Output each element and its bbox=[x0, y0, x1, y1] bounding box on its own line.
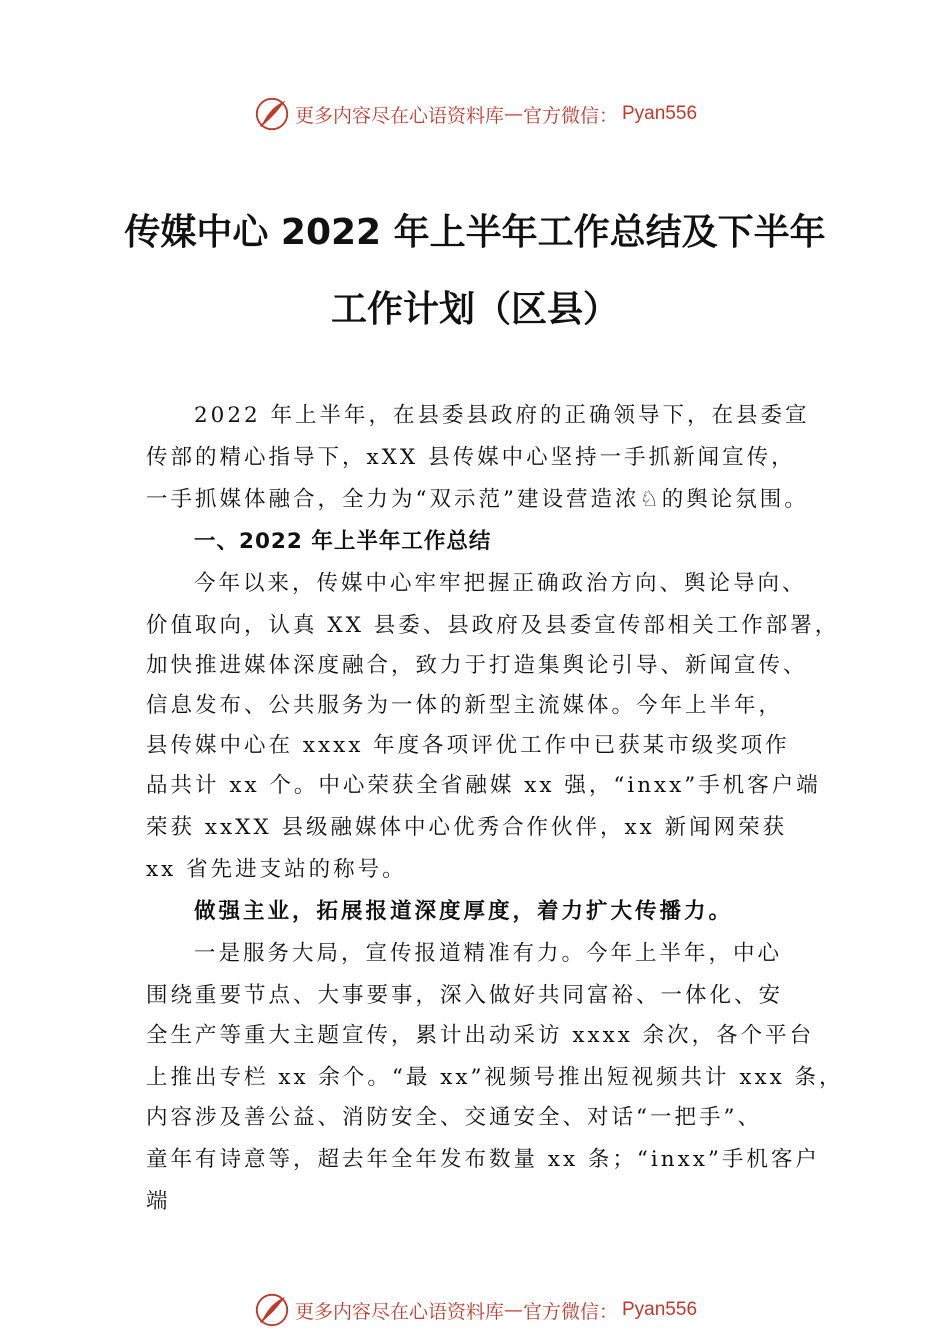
section-heading: 一、2022 年上半年工作总结 bbox=[194, 529, 492, 554]
section1-line: 今年以来，传媒中心牢牢把握正确政治方向、舆论导向、 bbox=[194, 571, 807, 596]
watermark-brand: 更多内容尽在心语资料库 bbox=[294, 1300, 504, 1323]
section1-line: 荣获 xxXX 县级融媒体中心优秀合作伙伴，xx 新闻网荣获 bbox=[146, 815, 788, 840]
document-title-line-2: 工作计划（区县） bbox=[330, 289, 619, 330]
section1-line: xx 省先进支站的称号。 bbox=[146, 857, 407, 882]
watermark-contact-label: 官方微信： bbox=[522, 104, 618, 127]
watermark-wechat-id: Pyan556 bbox=[622, 103, 698, 124]
section1-line: 加快推进媒体深度融合，致力于打造集舆论引导、新闻宣传、 bbox=[146, 653, 808, 678]
section1-line: 价值取向，认真 XX 县委、县政府及县委宣传部相关工作部署， bbox=[146, 613, 840, 638]
footer-watermark bbox=[0, 1290, 950, 1330]
point1-line: 端 bbox=[146, 1189, 171, 1214]
point1-line: 一是服务大局，宣传报道精准有力。今年上半年，中心 bbox=[194, 941, 783, 966]
section1-line: 品共计 xx 个。中心荣获全省融媒 xx 强，“inxx”手机客户端 bbox=[146, 773, 821, 798]
document-title-line-1: 传媒中心 2022 年上半年工作总结及下半年 bbox=[124, 212, 826, 253]
intro-line: 2022 年上半年，在县委县政府的正确领导下，在县委宣 bbox=[194, 403, 810, 428]
intro-line: 一手抓媒体融合，全力为“双示范”建设营造浓♘的舆论氛围。 bbox=[146, 487, 809, 512]
point1-line: 内容涉及善公益、消防安全、交通安全、对话“一把手”、 bbox=[146, 1105, 762, 1130]
watermark-wechat-id: Pyan556 bbox=[622, 1299, 698, 1320]
intro-line: 传部的精心指导下，xXX 县传媒中心坚持一手抓新闻宣传， bbox=[146, 445, 796, 470]
quill-logo-icon bbox=[253, 1291, 291, 1329]
watermark-separator: — bbox=[503, 103, 523, 125]
subheading: 做强主业，拓展报道深度厚度，着力扩大传播力。 bbox=[194, 899, 734, 924]
point1-line: 围绕重要节点、大事要事，深入做好共同富裕、一体化、安 bbox=[146, 983, 784, 1008]
header-watermark bbox=[0, 94, 950, 134]
section1-line: 县传媒中心在 xxxx 年度各项评优工作中已获某市级奖项作 bbox=[146, 733, 790, 758]
point1-line: 全生产等重大主题宣传，累计出动采访 xxxx 余次，各个平台 bbox=[146, 1023, 815, 1048]
point1-line: 上推出专栏 xx 余个。“最 xx”视频号推出短视频共计 xxx 条， bbox=[146, 1065, 844, 1090]
point1-line: 童年有诗意等，超去年全年发布数量 xx 条；“inxx”手机客户 bbox=[146, 1147, 820, 1172]
watermark-separator: — bbox=[503, 1299, 523, 1321]
quill-logo-icon bbox=[253, 95, 291, 133]
watermark-brand: 更多内容尽在心语资料库 bbox=[294, 104, 504, 127]
section1-line: 信息发布、公共服务为一体的新型主流媒体。今年上半年， bbox=[146, 693, 784, 718]
watermark-contact-label: 官方微信： bbox=[522, 1300, 618, 1323]
